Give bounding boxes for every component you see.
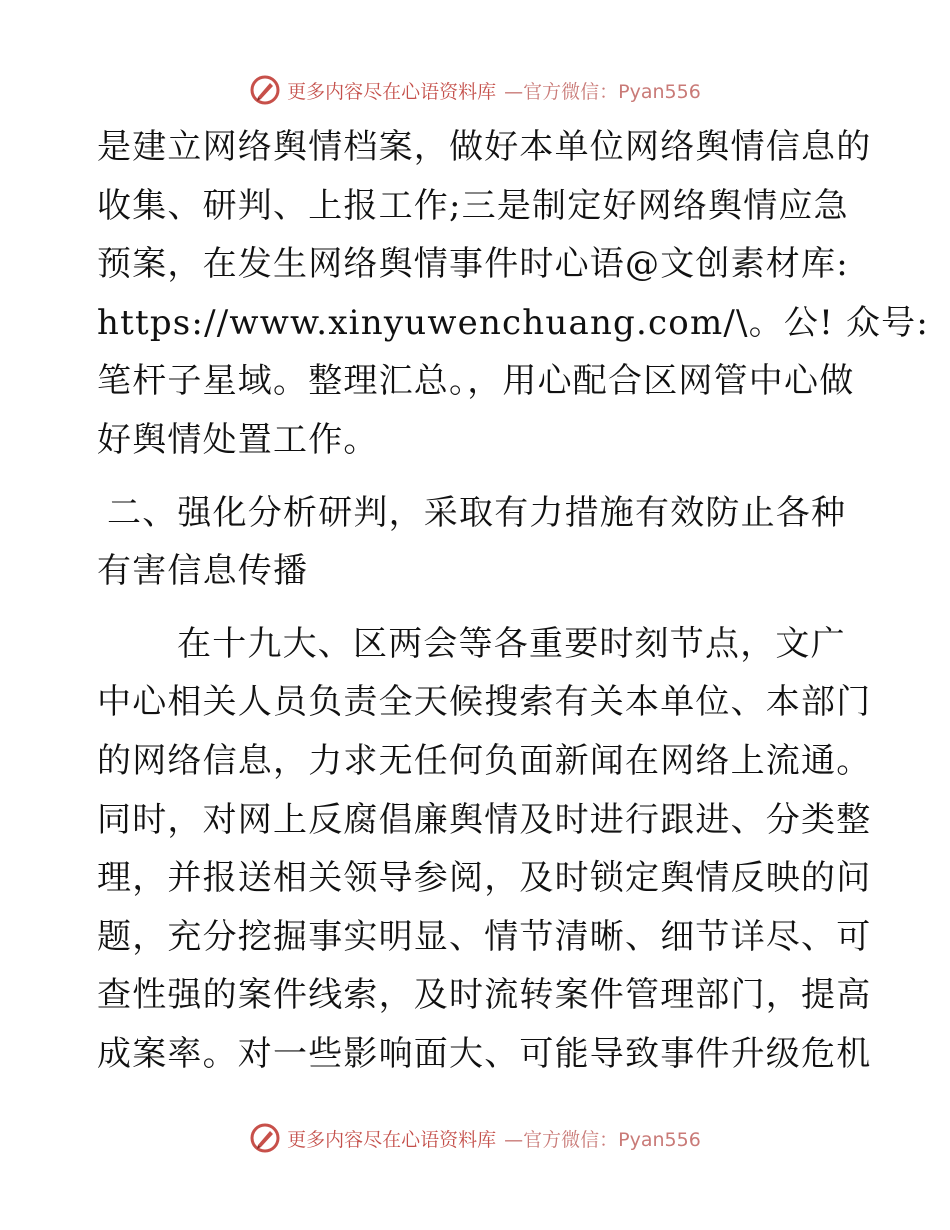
text-line: 好舆情处置工作。	[97, 419, 379, 460]
text-line: 在十九大、区两会等各重要时刻节点，文广	[177, 623, 846, 664]
text-line: https://www.xinyuwenchuang.com/\。公! 众号:	[97, 302, 930, 343]
text-line: 的网络信息，力求无任何负面新闻在网络上流通。	[97, 740, 872, 781]
heading-line: 有害信息传播	[97, 551, 309, 592]
paragraph-2	[97, 615, 872, 1084]
document-body	[97, 118, 930, 1084]
text-line: 题，充分挖掘事实明显、情节清晰、细节详尽、可	[97, 916, 872, 957]
text-line: 笔杆子星域。整理汇总。，用心配合区网管中心做	[97, 361, 855, 402]
watermark-contact: —官方微信：Pyan556	[504, 1128, 701, 1151]
text-line: 收集、研判、上报工作;三是制定好网络舆情应急	[97, 185, 849, 226]
pen-logo-icon	[249, 74, 281, 106]
text-line: 同时，对网上反腐倡廉舆情及时进行跟进、分类整	[97, 799, 872, 840]
text-line: 查性强的案件线索，及时流转案件管理部门，提高	[97, 975, 872, 1016]
watermark-header	[0, 74, 950, 106]
heading-line: 二、强化分析研判，采取有力措施有效防止各种	[107, 492, 847, 533]
text-line: 成案率。对一些影响面大、可能导致事件升级危机	[97, 1033, 872, 1074]
watermark-main-text: 更多内容尽在心语资料库	[287, 1128, 497, 1151]
watermark-contact: —官方微信：Pyan556	[504, 80, 701, 103]
watermark-main-text: 更多内容尽在心语资料库	[287, 80, 497, 103]
paragraph-1	[97, 118, 930, 470]
text-line: 预案，在发生网络舆情事件时心语@文创素材库:	[97, 244, 849, 285]
text-line: 中心相关人员负责全天候搜索有关本单位、本部门	[97, 682, 872, 723]
text-line: 理，并报送相关领导参阅，及时锁定舆情反映的问	[97, 858, 872, 899]
section-heading-2	[97, 484, 857, 601]
pen-logo-icon	[249, 1122, 281, 1154]
watermark-footer	[0, 1122, 950, 1154]
text-line: 是建立网络舆情档案，做好本单位网络舆情信息的	[97, 127, 872, 167]
